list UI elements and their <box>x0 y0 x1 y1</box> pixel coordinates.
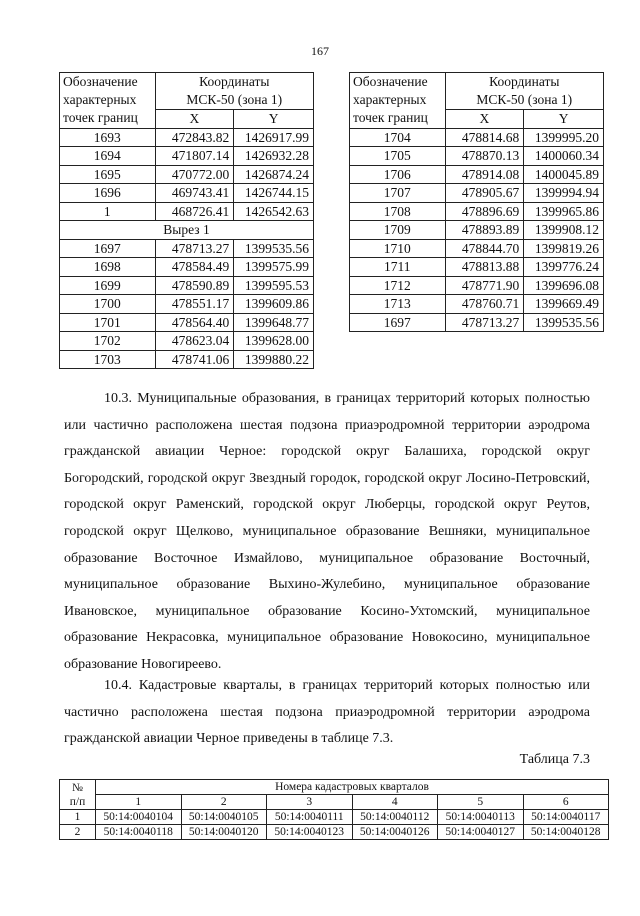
row-number-header <box>60 780 96 810</box>
point-id-cell: 1 <box>60 202 156 221</box>
cadastral-number-cell: 50:14:0040112 <box>352 810 438 825</box>
table-row <box>60 810 609 825</box>
point-id-cell: 1698 <box>60 258 156 277</box>
y-cell: 1399609.86 <box>234 295 314 314</box>
cadastral-number-cell: 50:14:0040105 <box>181 810 267 825</box>
y-cell: 1426917.99 <box>234 128 314 147</box>
y-cell: 1399648.77 <box>234 313 314 332</box>
x-cell: 478760.71 <box>445 295 524 314</box>
x-cell: 469743.41 <box>155 184 234 203</box>
designation-header-line: характерных <box>353 92 427 108</box>
point-id-cell: 1693 <box>60 128 156 147</box>
point-id-cell: 1706 <box>350 165 446 184</box>
point-id-cell: 1694 <box>60 147 156 166</box>
x-cell: 470772.00 <box>155 165 234 184</box>
cadastral-number-cell: 50:14:0040104 <box>96 810 182 825</box>
cadastral-number-cell: 50:14:0040127 <box>438 825 524 840</box>
x-cell: 478905.67 <box>445 184 524 203</box>
x-header: X <box>155 110 234 129</box>
y-cell: 1426932.28 <box>234 147 314 166</box>
cadastral-number-cell: 50:14:0040126 <box>352 825 438 840</box>
table-row <box>350 239 604 258</box>
coordinates-table-left <box>59 72 314 369</box>
cadastral-number-cell: 50:14:0040117 <box>523 810 609 825</box>
table-row <box>60 276 314 295</box>
x-cell: 478623.04 <box>155 332 234 351</box>
table-row <box>60 332 314 351</box>
column-number-header: 1 <box>96 795 182 810</box>
point-id-cell: 1709 <box>350 221 446 240</box>
cadastral-table <box>59 779 609 840</box>
x-cell: 478741.06 <box>155 350 234 369</box>
table-row <box>60 313 314 332</box>
row-number-header-line: п/п <box>69 795 86 808</box>
y-cell: 1426874.24 <box>234 165 314 184</box>
designation-header-line: характерных <box>63 92 137 108</box>
point-id-cell: 1707 <box>350 184 446 203</box>
column-number-header: 5 <box>438 795 524 810</box>
cadastral-number-cell: 50:14:0040128 <box>523 825 609 840</box>
table-row <box>60 184 314 203</box>
x-cell: 472843.82 <box>155 128 234 147</box>
x-cell: 478870.13 <box>445 147 524 166</box>
y-cell: 1399995.20 <box>524 128 604 147</box>
table-row <box>60 295 314 314</box>
point-id-cell: 1696 <box>60 184 156 203</box>
cadastral-number-cell: 50:14:0040111 <box>267 810 353 825</box>
x-cell: 468726.41 <box>155 202 234 221</box>
y-cell: 1400060.34 <box>524 147 604 166</box>
point-id-cell: 1702 <box>60 332 156 351</box>
point-id-cell: 1712 <box>350 276 446 295</box>
table-row <box>350 184 604 203</box>
table-caption: Таблица 7.3 <box>519 752 590 767</box>
x-cell: 478713.27 <box>155 239 234 258</box>
row-number-cell: 2 <box>60 825 96 840</box>
x-cell: 478590.89 <box>155 276 234 295</box>
table-row <box>350 221 604 240</box>
coordinates-header-line: МСК-50 (зона 1) <box>476 92 573 107</box>
y-cell: 1399628.00 <box>234 332 314 351</box>
x-cell: 478896.69 <box>445 202 524 221</box>
table-row <box>60 350 314 369</box>
column-number-header: 2 <box>181 795 267 810</box>
x-cell: 478771.90 <box>445 276 524 295</box>
designation-header-line: Обозначение <box>63 74 138 90</box>
designation-header <box>60 73 156 129</box>
cadastral-number-cell: 50:14:0040118 <box>96 825 182 840</box>
x-cell: 478814.68 <box>445 128 524 147</box>
designation-header-line: Обозначение <box>353 74 428 90</box>
table-row <box>60 825 609 840</box>
table-row <box>350 202 604 221</box>
y-cell: 1399575.99 <box>234 258 314 277</box>
row-number-header-line: № <box>72 781 83 794</box>
coordinates-header-line: Координаты <box>489 74 560 89</box>
point-id-cell: 1705 <box>350 147 446 166</box>
table-row <box>60 258 314 277</box>
paragraph-10-4: 10.4. Кадастровые кварталы, в границах территорий которых полностью или частично расположена шестая подзона приаэродромной территории аэродрома гражданской авиации Черное приведены в таблице 7.3. <box>64 678 590 747</box>
row-number-cell: 1 <box>60 810 96 825</box>
point-id-cell: 1699 <box>60 276 156 295</box>
x-cell: 471807.14 <box>155 147 234 166</box>
y-cell: 1399880.22 <box>234 350 314 369</box>
table-row <box>60 128 314 147</box>
y-cell: 1426744.15 <box>234 184 314 203</box>
table-row <box>350 147 604 166</box>
coordinates-header <box>445 73 603 110</box>
coordinates-table-right <box>349 72 604 332</box>
designation-header-line: точек границ <box>63 110 138 126</box>
point-id-cell: 1710 <box>350 239 446 258</box>
point-id-cell: 1701 <box>60 313 156 332</box>
x-cell: 478564.40 <box>155 313 234 332</box>
point-id-cell: 1703 <box>60 350 156 369</box>
table-row <box>60 147 314 166</box>
y-cell: 1399535.56 <box>234 239 314 258</box>
cadastral-number-cell: 50:14:0040113 <box>438 810 524 825</box>
table-row <box>350 313 604 332</box>
y-header: Y <box>524 110 604 129</box>
y-cell: 1399994.94 <box>524 184 604 203</box>
designation-header <box>350 73 446 129</box>
point-id-cell: 1704 <box>350 128 446 147</box>
coordinates-header-line: МСК-50 (зона 1) <box>186 92 283 107</box>
point-id-cell: 1695 <box>60 165 156 184</box>
cadastral-number-cell: 50:14:0040123 <box>267 825 353 840</box>
y-header: Y <box>234 110 314 129</box>
table-row <box>60 202 314 221</box>
y-cell: 1399595.53 <box>234 276 314 295</box>
cadastral-group-header: Номера кадастровых кварталов <box>96 780 609 795</box>
y-cell: 1399908.12 <box>524 221 604 240</box>
point-id-cell: 1700 <box>60 295 156 314</box>
column-number-header: 4 <box>352 795 438 810</box>
coordinates-header <box>155 73 313 110</box>
table-row <box>60 239 314 258</box>
y-cell: 1399819.26 <box>524 239 604 258</box>
x-cell: 478813.88 <box>445 258 524 277</box>
table-row <box>350 276 604 295</box>
x-cell: 478551.17 <box>155 295 234 314</box>
point-id-cell: 1708 <box>350 202 446 221</box>
column-number-header: 3 <box>267 795 353 810</box>
y-cell: 1399535.56 <box>524 313 604 332</box>
table-row <box>350 128 604 147</box>
point-id-cell: 1697 <box>350 313 446 332</box>
table-row <box>350 295 604 314</box>
y-cell: 1426542.63 <box>234 202 314 221</box>
y-cell: 1399776.24 <box>524 258 604 277</box>
point-id-cell: 1713 <box>350 295 446 314</box>
cadastral-number-cell: 50:14:0040120 <box>181 825 267 840</box>
y-cell: 1399965.86 <box>524 202 604 221</box>
y-cell: 1399696.08 <box>524 276 604 295</box>
point-id-cell: 1697 <box>60 239 156 258</box>
x-cell: 478893.89 <box>445 221 524 240</box>
y-cell: 1399669.49 <box>524 295 604 314</box>
section-label: Вырез 1 <box>60 221 314 240</box>
x-cell: 478914.08 <box>445 165 524 184</box>
x-cell: 478584.49 <box>155 258 234 277</box>
coordinates-header-line: Координаты <box>199 74 270 89</box>
table-row <box>350 258 604 277</box>
x-cell: 478713.27 <box>445 313 524 332</box>
table-row <box>350 165 604 184</box>
column-number-header: 6 <box>523 795 609 810</box>
designation-header-line: точек границ <box>353 110 428 126</box>
table-row <box>60 165 314 184</box>
paragraph-10-3: 10.3. Муниципальные образования, в границах территорий которых полностью или частично расположена шестая подзона приаэродромной территории аэродрома гражданской авиации Черное: городской округ Балашиха, городской округ Богородский, городской округ Звездный городок, городской округ Лосино-Петровский, городской округ Раменский, городской округ Люберцы, городской округ Реутов, городской округ Щелково, муниципальное образование Вешняки, муниципальное образование Восточное Измайлово, муниципальное образование Восточный, муниципальное образование Выхино-Жулебино, муниципальное образование Ивановское, муниципальное образование Косино-Ухтомский, муниципальное образование Некрасовка, муниципальное образование Новокосино, муниципальное образование Новогиреево. <box>64 391 590 672</box>
x-header: X <box>445 110 524 129</box>
y-cell: 1400045.89 <box>524 165 604 184</box>
page-number: 167 <box>311 44 329 58</box>
point-id-cell: 1711 <box>350 258 446 277</box>
x-cell: 478844.70 <box>445 239 524 258</box>
